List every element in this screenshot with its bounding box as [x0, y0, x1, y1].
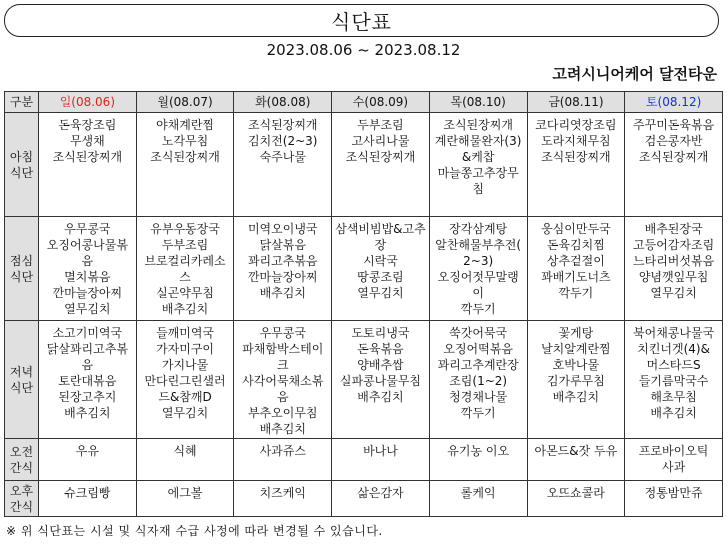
- menu-item: 드&참깨D: [158, 390, 212, 404]
- menu-item: 계란해물완자(3): [434, 134, 522, 148]
- menu-cell: [39, 481, 137, 517]
- menu-item: 음: [81, 358, 94, 372]
- menu-item: 깐마늘장아찌: [247, 270, 318, 284]
- footnote: ※ 위 식단표는 시설 및 식자재 수급 사정에 따라 변경될 수 있습니다.: [6, 524, 383, 538]
- menu-item: 고사리나물: [351, 134, 410, 148]
- meal-row-label-line: 간식: [9, 499, 34, 514]
- table-body: [5, 113, 723, 517]
- menu-item: 배추김치: [650, 406, 697, 420]
- day-header: 토(08.12): [625, 92, 723, 113]
- menu-item: 상추겉절이: [546, 254, 605, 268]
- meal-row-label-line: 식단: [9, 380, 34, 395]
- meal-row: [5, 321, 723, 439]
- menu-item: 만다린그린샐러: [144, 374, 226, 388]
- menu-item: 숙주나물: [259, 150, 306, 164]
- meal-row-label: [5, 217, 39, 321]
- menu-item: 치즈케익: [259, 486, 306, 500]
- menu-cell: [234, 217, 332, 321]
- menu-item: 식혜: [173, 444, 197, 458]
- menu-item: 깍두기: [558, 286, 594, 300]
- menu-item: 장: [374, 238, 387, 252]
- menu-item: 오징어콩나물볶: [46, 238, 128, 252]
- menu-item: 조식된장찌개: [638, 150, 709, 164]
- menu-cell: [39, 321, 137, 439]
- menu-cell: [39, 217, 137, 321]
- menu-item: 배추김치: [552, 390, 600, 404]
- menu-item: 유부우동장국: [150, 222, 220, 236]
- menu-cell: [625, 439, 723, 481]
- menu-cell: [136, 217, 234, 321]
- meal-table: [4, 91, 723, 517]
- menu-item: 북어채콩나물국: [633, 326, 715, 340]
- meal-row-label: [5, 113, 39, 217]
- menu-item: 멸치볶음: [64, 270, 111, 284]
- menu-item: 머스타드S: [646, 358, 701, 372]
- menu-cell: [332, 113, 430, 217]
- menu-item: 실파콩나물무침: [339, 374, 422, 388]
- menu-item: 주꾸미돈육볶음: [633, 118, 715, 132]
- menu-item: 깍두기: [460, 302, 496, 316]
- menu-item: 우무콩국: [64, 222, 111, 236]
- menu-item: &케찹: [461, 150, 495, 164]
- menu-cell: [527, 113, 625, 217]
- menu-item: 닭살꽈리고추볶: [46, 342, 128, 356]
- menu-item: 스: [179, 270, 191, 284]
- menu-item: 소고기미역국: [52, 326, 123, 340]
- meal-row-label-line: 오전: [9, 444, 34, 459]
- menu-cell: [234, 113, 332, 217]
- menu-item: 가지나물: [161, 358, 209, 372]
- menu-cell: [527, 321, 625, 439]
- menu-item: 닭살볶음: [259, 238, 306, 252]
- menu-item: 알찬해물부추전(: [435, 238, 522, 252]
- menu-item: 느타리버섯볶음: [633, 254, 715, 268]
- menu-cell: [527, 481, 625, 517]
- date-range: 2023.08.06 ~ 2023.08.12: [266, 41, 461, 59]
- menu-item: 조림(1~2): [449, 374, 508, 388]
- meal-row: [5, 217, 723, 321]
- menu-item: 삶은감자: [357, 486, 404, 500]
- menu-item: 김치전(2~3): [248, 134, 318, 148]
- menu-item: 사과쥬스: [259, 444, 306, 458]
- menu-item: 도토리냉국: [351, 326, 410, 340]
- menu-item: 깐마늘장아찌: [52, 286, 123, 300]
- menu-item: 꽈리고추계란장: [437, 358, 519, 372]
- menu-item: 사각어묵채소볶: [242, 374, 324, 388]
- menu-item: 배추된장국: [644, 222, 703, 236]
- menu-item: 시락국: [363, 254, 398, 268]
- menu-item: 조식된장찌개: [247, 118, 318, 132]
- menu-item: 마늘쫑고추장무: [437, 166, 519, 180]
- menu-cell: [332, 439, 430, 481]
- meal-row-label-line: 아침: [9, 149, 34, 164]
- menu-item: 치킨너겟(4)&: [637, 342, 710, 356]
- meal-row: [5, 439, 723, 481]
- menu-item: 돈육볶음: [357, 342, 404, 356]
- menu-item: 배추김치: [161, 302, 209, 316]
- menu-item: 열무김치: [357, 286, 404, 300]
- meal-row-label-line: 점심: [9, 253, 34, 268]
- menu-cell: [136, 321, 234, 439]
- menu-item: 꽈배기도너츠: [541, 270, 611, 284]
- day-header: 월(08.07): [136, 92, 234, 113]
- menu-cell: [429, 481, 527, 517]
- menu-item: 우무콩국: [259, 326, 306, 340]
- menu-item: 토란대볶음: [58, 374, 117, 388]
- meal-row-label-line: 간식: [9, 460, 34, 475]
- menu-item: 조식된장찌개: [150, 150, 220, 164]
- menu-item: 양배추쌈: [357, 358, 404, 372]
- menu-item: 우유: [75, 444, 99, 458]
- menu-item: 슈크림빵: [64, 486, 111, 500]
- menu-cell: [625, 321, 723, 439]
- table-header-row: [5, 92, 723, 113]
- meal-row-label-line: 저녁: [9, 364, 34, 379]
- menu-item: 돈육김치찜: [546, 238, 605, 252]
- menu-item: 두부조림: [357, 118, 404, 132]
- menu-item: 2~3): [463, 254, 494, 268]
- menu-item: 부추오이무침: [247, 406, 318, 420]
- menu-item: 꽈리고추볶음: [247, 254, 318, 268]
- menu-item: 배추김치: [357, 390, 404, 404]
- menu-cell: [527, 439, 625, 481]
- menu-cell: [332, 321, 430, 439]
- menu-item: 열무김치: [64, 302, 111, 316]
- menu-cell: [625, 481, 723, 517]
- menu-item: 사과: [662, 460, 686, 474]
- facility-name: 고려시니어케어 달전타운: [552, 65, 717, 83]
- menu-item: 조식된장찌개: [443, 118, 513, 132]
- menu-item: 음: [276, 390, 289, 404]
- meal-row: [5, 113, 723, 217]
- day-header: 금(08.11): [527, 92, 625, 113]
- meal-row-label-line: 식단: [9, 269, 34, 284]
- menu-item: 고등어감자조림: [633, 238, 715, 252]
- menu-item: 바나나: [363, 444, 398, 458]
- day-header: 화(08.08): [234, 92, 332, 113]
- menu-cell: [332, 217, 430, 321]
- menu-item: 파채함박스테이: [242, 342, 324, 356]
- menu-item: 무생채: [69, 134, 105, 148]
- day-header: 일(08.06): [39, 92, 137, 113]
- meal-row-label: [5, 481, 39, 517]
- menu-item: 오징어젓무말랭: [437, 270, 519, 284]
- menu-cell: [39, 439, 137, 481]
- menu-item: 꽃게탕: [558, 326, 594, 340]
- menu-cell: [429, 439, 527, 481]
- page-title: [4, 4, 719, 37]
- menu-item: 유기농 이오: [447, 444, 510, 458]
- menu-item: 음: [81, 254, 94, 268]
- meal-row-label-line: 식단: [9, 165, 34, 180]
- menu-item: 코다리엿장조림: [535, 118, 617, 132]
- menu-item: 들기름막국수: [638, 374, 709, 388]
- menu-item: 크: [276, 358, 289, 372]
- menu-item: 날치알계란찜: [541, 342, 611, 356]
- menu-item: 브로컬리카레소: [144, 254, 226, 268]
- meal-row-label: [5, 321, 39, 439]
- menu-item: 배추김치: [259, 286, 306, 300]
- menu-cell: [136, 481, 234, 517]
- menu-item: 오뜨쇼콜라: [546, 486, 605, 500]
- menu-item: 실곤약무침: [156, 286, 215, 300]
- menu-item: 웅심이만두국: [541, 222, 611, 236]
- menu-item: 오징어떡볶음: [443, 342, 513, 356]
- meal-row: [5, 481, 723, 517]
- menu-item: 조식된장찌개: [52, 150, 123, 164]
- menu-cell: [625, 113, 723, 217]
- menu-item: 도라지채무침: [541, 134, 611, 148]
- menu-item: 호박나물: [552, 358, 600, 372]
- menu-cell: [234, 321, 332, 439]
- meal-row-label: [5, 439, 39, 481]
- menu-item: 롤케익: [460, 486, 496, 500]
- menu-cell: [332, 481, 430, 517]
- menu-item: 해초무침: [650, 390, 697, 404]
- menu-item: 아몬드&잣 두유: [534, 444, 618, 458]
- menu-cell: [527, 217, 625, 321]
- page-title-text: 식단표: [331, 10, 392, 34]
- menu-item: 들깨미역국: [156, 326, 215, 340]
- menu-item: 두부조림: [161, 238, 209, 252]
- menu-item: 배추김치: [259, 422, 306, 436]
- menu-item: 배추김치: [64, 406, 111, 420]
- menu-item: 에그볼: [167, 486, 203, 500]
- menu-item: 삼색비빔밥&고추: [335, 222, 426, 236]
- menu-cell: [234, 439, 332, 481]
- menu-item: 가자미구이: [156, 342, 215, 356]
- menu-cell: [136, 439, 234, 481]
- menu-item: 검은콩자반: [644, 134, 703, 148]
- menu-cell: [39, 113, 137, 217]
- meal-row-label-line: 오후: [9, 483, 34, 498]
- day-header: 수(08.09): [332, 92, 430, 113]
- menu-cell: [234, 481, 332, 517]
- menu-item: 열무김치: [161, 406, 209, 420]
- menu-cell: [429, 113, 527, 217]
- menu-cell: [136, 113, 234, 217]
- menu-item: 프로바이오틱: [638, 444, 709, 458]
- day-header: 목(08.10): [429, 92, 527, 113]
- menu-item: 이: [472, 286, 484, 300]
- menu-item: 미역오이냉국: [247, 222, 318, 236]
- menu-item: 양념깻잎무침: [638, 270, 709, 284]
- menu-item: 노각무침: [161, 134, 209, 148]
- menu-item: 쑥갓어묵국: [449, 326, 508, 340]
- menu-item: 청경채나물: [449, 390, 508, 404]
- menu-item: 정통밤만쥬: [644, 486, 703, 500]
- menu-item: 침: [472, 182, 484, 196]
- menu-cell: [625, 217, 723, 321]
- menu-item: 김가루무침: [546, 374, 605, 388]
- menu-item: 열무김치: [650, 286, 697, 300]
- table-corner-header: 구분: [5, 92, 39, 113]
- menu-item: 된장고추지: [58, 390, 117, 404]
- menu-cell: [429, 217, 527, 321]
- menu-item: 돈육장조림: [58, 118, 117, 132]
- menu-item: 야채계란찜: [156, 118, 215, 132]
- menu-item: 장각삼계탕: [449, 222, 508, 236]
- menu-item: 깍두기: [460, 406, 496, 420]
- menu-item: 조식된장찌개: [345, 150, 416, 164]
- menu-item: 조식된장찌개: [541, 150, 611, 164]
- menu-item: 땅콩조림: [357, 270, 404, 284]
- menu-cell: [429, 321, 527, 439]
